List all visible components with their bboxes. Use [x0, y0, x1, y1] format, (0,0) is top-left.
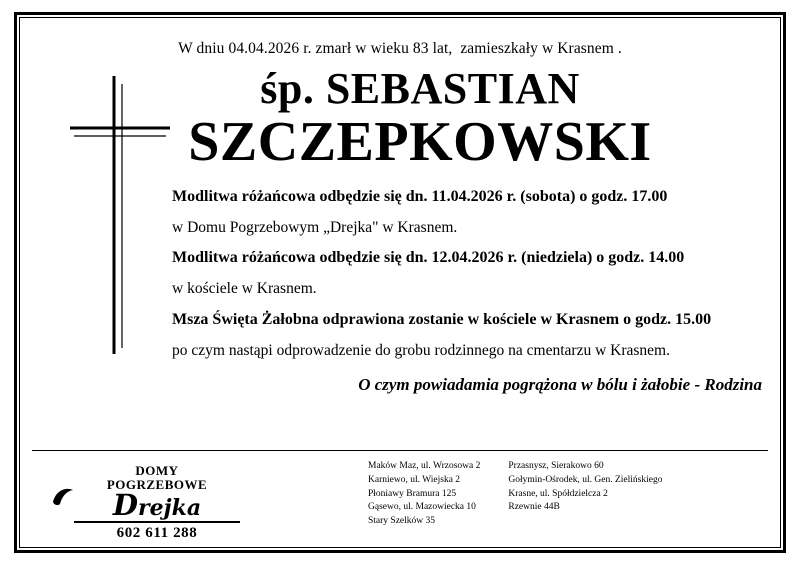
- footer-divider: [32, 450, 768, 451]
- logo-line-1: DOMY: [135, 463, 179, 478]
- address-item: Płoniawy Bramura 125: [368, 488, 457, 499]
- funeral-home-footer: [28, 458, 772, 542]
- logo-brand-rest: rejka: [138, 495, 202, 522]
- address-item: Przasnysz, Sierakowo 60: [508, 461, 604, 471]
- address-column-left: [368, 460, 480, 529]
- logo-brand-name: [62, 488, 252, 523]
- ceremony-line: w Domu Pogrzebowym „Drejka" w Krasnem.: [172, 218, 458, 236]
- address-item: Stary Szelków 35: [368, 516, 436, 527]
- ceremony-line: w kościele w Krasnem.: [172, 280, 317, 298]
- logo-line-2: POGRZEBOWE: [106, 477, 208, 493]
- address-item: Krasne, ul. Spółdzielcza 2: [508, 488, 608, 499]
- family-signature: O czym powiadamia pogrążona w bólu i żałobie - Rodzina: [358, 375, 762, 395]
- funeral-home-logo: [62, 464, 252, 542]
- death-announcement-line: W dniu 04.04.2026 r. zmarł w wieku 83 lat, zamieszkały w Krasnem .: [178, 40, 622, 57]
- logo-rule: [74, 521, 240, 523]
- logo-phone-number: 602 611 288: [116, 525, 198, 542]
- logo-brand-initial: D: [112, 488, 139, 523]
- notice-content: [28, 28, 772, 542]
- address-item: Gąsewo, ul. Mazowiecka 10: [368, 502, 476, 513]
- branch-addresses: [368, 460, 758, 529]
- address-column-right: [508, 460, 662, 529]
- ceremony-line: Msza Święta Żałobna odprawiona zostanie w kościele w Krasnem o godz. 15.00: [172, 310, 712, 328]
- deceased-first-name: śp. SEBASTIAN: [260, 64, 580, 113]
- deceased-last-name: SZCZEPKOWSKI: [188, 111, 652, 174]
- ceremony-line: Modlitwa różańcowa odbędzie się dn. 12.04.2026 r. (niedziela) o godz. 14.00: [172, 249, 685, 267]
- address-item: Maków Maz, ul. Wrzosowa 2: [368, 461, 481, 471]
- ceremony-line: Modlitwa różańcowa odbędzie się dn. 11.04.2026 r. (sobota) o godz. 17.00: [172, 187, 668, 205]
- cross-icon: [66, 76, 176, 361]
- address-item: Karniewo, ul. Wiejska 2: [368, 474, 461, 485]
- dove-mark-icon: [50, 484, 76, 510]
- address-item: Gołymin-Ośrodek, ul. Gen. Zielińskiego: [508, 474, 663, 485]
- ceremony-line: po czym nastąpi odprowadzenie do grobu rodzinnego na cmentarzu w Krasnem.: [172, 341, 670, 359]
- address-item: Rzewnie 44B: [508, 502, 560, 513]
